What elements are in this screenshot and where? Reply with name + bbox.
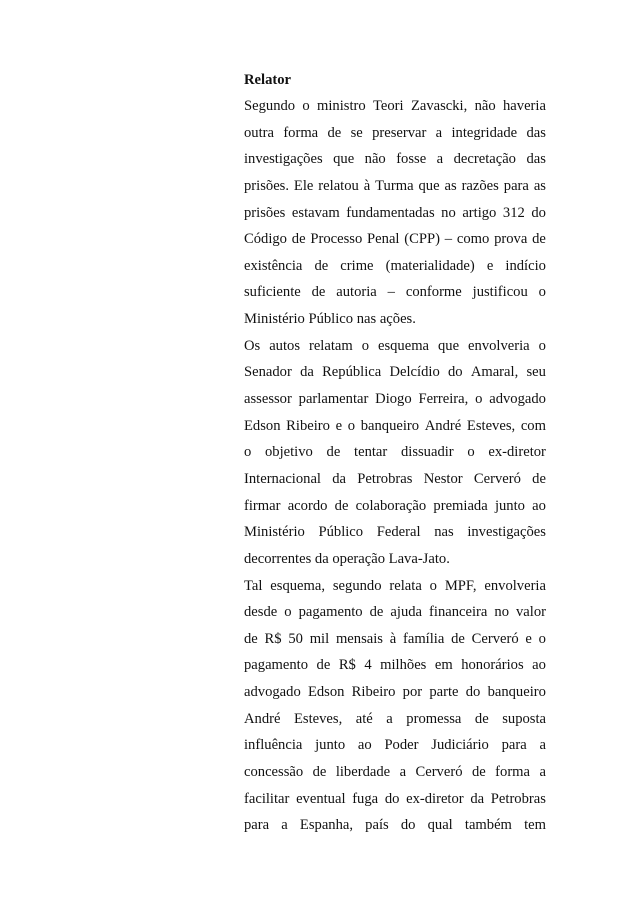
text-line	[244, 573, 546, 600]
word: o	[475, 391, 483, 408]
word: Penal	[367, 231, 400, 248]
text-line	[244, 706, 546, 733]
word: relatam	[308, 337, 353, 354]
word: fuga	[352, 790, 379, 807]
word: Amaral,	[470, 364, 519, 381]
word: a	[539, 737, 546, 754]
word: tentar	[354, 444, 388, 461]
word: Esteves,	[294, 710, 343, 727]
word: ao	[357, 737, 372, 754]
word: Teori	[373, 98, 404, 114]
word: promessa	[406, 710, 462, 727]
word: Os	[244, 337, 261, 354]
text-line	[244, 279, 546, 306]
word: ex-diretor	[406, 790, 464, 807]
word: acordo	[287, 497, 328, 514]
word: –	[444, 231, 453, 248]
word: da	[314, 550, 333, 567]
word: da	[300, 364, 314, 381]
text-line	[244, 359, 546, 386]
word: 50	[288, 630, 303, 647]
word: fundamentadas	[346, 204, 435, 221]
word: Cerveró	[473, 470, 521, 487]
word: o	[538, 284, 546, 301]
word: de	[291, 231, 306, 248]
word: milhões	[380, 657, 427, 674]
word: e	[335, 417, 343, 434]
word: de	[451, 630, 465, 647]
word: advogado	[489, 391, 546, 408]
word: ao	[532, 497, 546, 514]
word: Público	[318, 524, 364, 541]
word: justificou	[472, 284, 528, 301]
word: concessão	[244, 764, 304, 781]
word: (CPP)	[404, 231, 440, 248]
word: facilitar	[244, 790, 290, 807]
text-line	[244, 226, 546, 253]
word: as	[533, 177, 546, 194]
word: se	[350, 124, 363, 141]
word: nas	[434, 524, 454, 541]
text-line	[244, 626, 546, 653]
word: a	[386, 710, 393, 727]
word: com	[520, 417, 546, 434]
word: autos	[269, 337, 300, 354]
word: do	[465, 684, 481, 701]
word: a	[281, 817, 288, 834]
word: para	[244, 817, 270, 834]
word: o	[284, 604, 292, 621]
word: de	[316, 657, 331, 674]
word: Lava-Jato.	[388, 550, 450, 567]
text-line	[244, 386, 546, 413]
word: Petrobras	[357, 470, 413, 487]
word: integridade	[451, 124, 518, 141]
word: premiada	[433, 497, 488, 514]
word: Poder	[384, 737, 419, 754]
word: envolveria	[468, 337, 530, 354]
word: Delcídio	[389, 364, 440, 381]
word: Código	[244, 231, 287, 248]
word: de	[326, 444, 341, 461]
word: o	[538, 337, 546, 354]
word: ex-diretor	[488, 444, 546, 461]
word: advogado	[244, 684, 301, 701]
word: R$	[264, 630, 282, 647]
word: Petrobras	[490, 790, 546, 807]
word: Edson	[307, 684, 345, 701]
word: de	[327, 124, 342, 141]
word: e	[486, 257, 494, 274]
word: o	[361, 337, 369, 354]
word: seu	[526, 364, 546, 381]
text-line	[244, 679, 546, 706]
word: prova	[494, 231, 528, 248]
word: firmar	[244, 497, 281, 514]
word: de	[312, 764, 327, 781]
word: Ministério	[244, 524, 305, 541]
word: liberdade	[335, 764, 391, 781]
word: Tal	[244, 577, 263, 594]
word: decorrentes	[244, 550, 315, 567]
word: Ferreira,	[418, 391, 469, 408]
text-line	[244, 200, 546, 227]
word: 4	[364, 657, 372, 674]
word: dissuadir	[400, 444, 454, 461]
section-heading: Relator	[244, 72, 292, 88]
word: ministro	[317, 98, 366, 114]
word: de	[532, 231, 546, 248]
word: Espanha,	[299, 817, 354, 834]
text-line	[244, 120, 546, 147]
word: 312	[502, 204, 525, 221]
word: por	[402, 684, 423, 701]
text-line	[244, 599, 546, 626]
word: para	[501, 737, 527, 754]
word: Público	[308, 311, 357, 328]
word: André	[244, 710, 281, 727]
word: República	[322, 364, 382, 381]
word: investigações	[244, 151, 323, 168]
word: investigações	[467, 524, 546, 541]
text-line	[244, 652, 546, 679]
word: outra	[244, 124, 274, 141]
word: de	[369, 604, 384, 621]
word: família	[402, 630, 445, 647]
word: preservar	[372, 124, 427, 141]
word: para	[503, 177, 529, 194]
word: Edson	[244, 417, 281, 434]
text-line	[244, 759, 546, 786]
word: Ministério	[244, 311, 309, 328]
word: ações.	[379, 311, 416, 328]
word: segundo	[332, 577, 382, 594]
word: conforme	[405, 284, 462, 301]
word: Segundo	[244, 98, 296, 114]
word: à	[389, 630, 397, 647]
word: em	[434, 657, 453, 674]
word: de	[474, 710, 489, 727]
word: o	[538, 630, 546, 647]
word: MPF,	[444, 577, 477, 594]
word: de	[334, 497, 349, 514]
word: das	[526, 124, 546, 141]
word: envolveria	[484, 577, 546, 594]
word: Diogo	[375, 391, 412, 408]
document-body	[244, 67, 546, 839]
word: a	[399, 764, 407, 781]
word: banqueiro	[487, 684, 546, 701]
word: colaboração	[355, 497, 427, 514]
word: a	[435, 124, 443, 141]
word: da	[470, 790, 485, 807]
text-line	[244, 413, 546, 440]
word: (materialidade)	[385, 257, 475, 274]
word: as	[444, 177, 457, 194]
word: qual	[427, 817, 453, 834]
word: desde	[244, 604, 278, 621]
word: forma	[495, 764, 531, 781]
word: esquema,	[270, 577, 326, 594]
word: do	[531, 204, 546, 221]
word: Judiciário	[431, 737, 489, 754]
word: operação	[332, 550, 389, 567]
word: financeira	[429, 604, 488, 621]
word: autoria	[336, 284, 377, 301]
word: prisões.	[244, 177, 289, 194]
word: Nestor	[423, 470, 463, 487]
word: ao	[532, 657, 546, 674]
word: e	[525, 630, 532, 647]
word: da	[332, 470, 347, 487]
word: pagamento	[298, 604, 363, 621]
word: –	[387, 284, 395, 301]
word: do	[384, 790, 400, 807]
word: parlamentar	[298, 391, 369, 408]
word: honorários	[461, 657, 524, 674]
paragraph-lines	[244, 93, 546, 839]
word: mensais	[335, 630, 383, 647]
word: prisões	[244, 204, 286, 221]
word: assessor	[244, 391, 292, 408]
word: pagamento	[244, 657, 309, 674]
word: no	[441, 204, 456, 221]
word: Esteves,	[466, 417, 516, 434]
text-line	[244, 93, 546, 120]
word: Ribeiro	[286, 417, 330, 434]
word: junto	[494, 497, 525, 514]
word: tem	[524, 817, 546, 834]
word: suficiente	[244, 284, 301, 301]
word: também	[464, 817, 512, 834]
word: relatou	[318, 177, 359, 194]
word: Cerveró	[471, 630, 519, 647]
word: Internacional	[244, 470, 321, 487]
word: no	[494, 604, 509, 621]
word: mil	[309, 630, 330, 647]
word: das	[526, 151, 546, 168]
word: artigo	[462, 204, 497, 221]
word: de	[471, 764, 486, 781]
word: como	[456, 231, 490, 248]
word: relata	[389, 577, 422, 594]
word: o	[244, 444, 252, 461]
word: André	[424, 417, 462, 434]
word: Ribeiro	[351, 684, 396, 701]
word: eventual	[296, 790, 346, 807]
text-line	[244, 812, 546, 839]
word: Federal	[376, 524, 421, 541]
word: haveria	[503, 98, 546, 114]
word: não	[474, 98, 496, 114]
word: R$	[338, 657, 356, 674]
text-line	[244, 732, 546, 759]
word: do	[400, 817, 416, 834]
word: indício	[505, 257, 546, 274]
word: razões	[461, 177, 499, 194]
text-line	[244, 439, 546, 466]
word: que	[333, 151, 355, 168]
word: que	[418, 177, 440, 194]
word: não	[364, 151, 386, 168]
word: estavam	[291, 204, 340, 221]
word: país	[365, 817, 389, 834]
word: banqueiro	[360, 417, 420, 434]
word: o	[467, 444, 475, 461]
text-line	[244, 146, 546, 173]
word: o	[429, 577, 437, 594]
text-line	[244, 253, 546, 280]
word: nas	[356, 311, 380, 328]
text-line	[244, 306, 546, 333]
text-line	[244, 173, 546, 200]
word: que	[438, 337, 460, 354]
word: Turma	[375, 177, 414, 194]
word: de	[532, 470, 546, 487]
text-line	[244, 519, 546, 546]
word: valor	[516, 604, 546, 621]
word: influência	[244, 737, 303, 754]
word: a	[539, 764, 546, 781]
word: parte	[429, 684, 459, 701]
word: decretação	[453, 151, 516, 168]
word: de	[244, 630, 258, 647]
word: de	[311, 284, 326, 301]
word: Senador	[244, 364, 292, 381]
word: Processo	[310, 231, 363, 248]
word: crime	[340, 257, 374, 274]
word: junto	[315, 737, 346, 754]
word: do	[447, 364, 463, 381]
text-line	[244, 546, 546, 573]
word: Zavascki,	[410, 98, 468, 114]
text-line	[244, 786, 546, 813]
word: até	[355, 710, 373, 727]
word: à	[363, 177, 371, 194]
word: forma	[283, 124, 319, 141]
word: objetivo	[265, 444, 313, 461]
word: o	[347, 417, 356, 434]
word: Cerveró	[415, 764, 463, 781]
word: o	[302, 98, 310, 114]
word: de	[314, 257, 329, 274]
text-line	[244, 493, 546, 520]
word: esquema	[377, 337, 430, 354]
word: Ele	[293, 177, 314, 194]
word: existência	[244, 257, 303, 274]
text-line	[244, 333, 546, 360]
text-line	[244, 466, 546, 493]
word: suposta	[502, 710, 546, 727]
word: fosse	[396, 151, 427, 168]
word: ajuda	[390, 604, 423, 621]
word: a	[436, 151, 444, 168]
